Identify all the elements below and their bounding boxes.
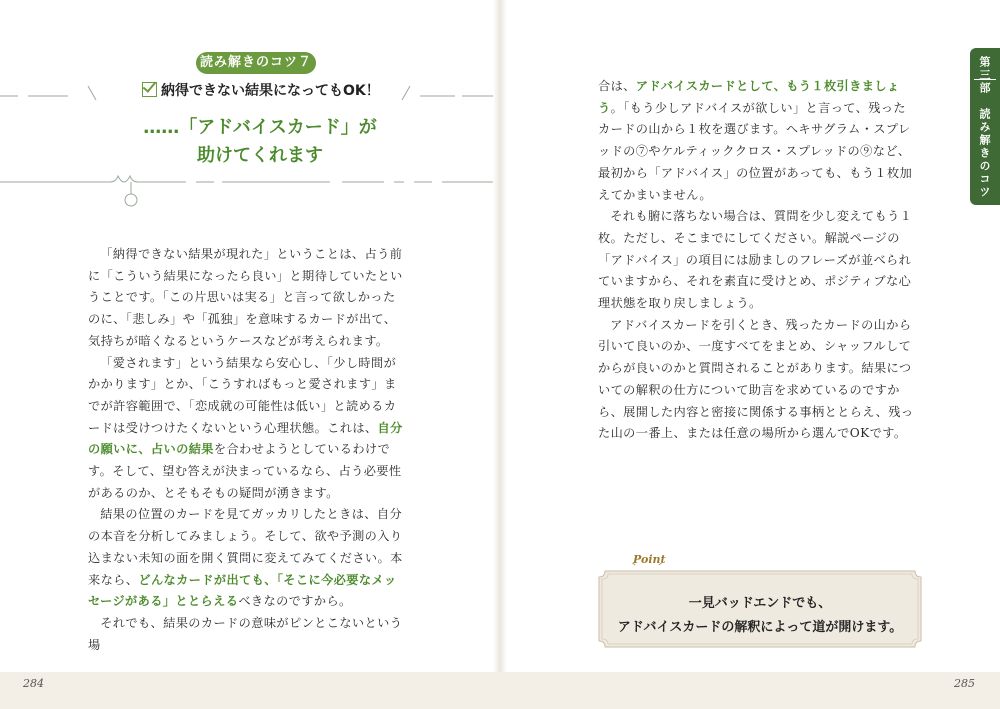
right-body-text [598, 76, 916, 445]
body-paragraph: 「納得できない結果が現れた」ということは、占う前に「こういう結果になったら良い」と期待していたということです。「この片思いは実る」と言って欲しかったのに、「悲しみ」や「孤独」を意味するカードが出て、気持ちが暗くなるというケースなどが考えられます。 [88, 247, 403, 348]
book-gutter [493, 0, 507, 709]
chapter-side-tab[interactable] [970, 48, 1000, 205]
checkpoint-line [142, 80, 380, 100]
body-paragraph: 合は、アドバイスカードとして、もう１枚引きましょう。「もう少しアドバイスが欲しい」と言って、残ったカードの山から１枚を選びます。ヘキサグラム・スプレッドの⑦やケルティッククロス・スプレッドの⑨など、最初から「アドバイス」の位置があっても、もう１枚加えてかまいません。 [598, 79, 913, 202]
highlight-text: どんなカードが出ても、「そこに今必要なメッセージがある」ととらえる [88, 572, 397, 609]
page-number-right: 285 [954, 677, 975, 690]
body-paragraph: それでも、結果のカードの意味がピンとこないという場 [88, 615, 403, 652]
point-label: Point [633, 553, 666, 566]
point-line-2: アドバイスカードの解釈によって道が開けます。 [617, 620, 903, 635]
headline [100, 114, 420, 170]
point-text [598, 592, 922, 640]
highlight-text: アドバイスカードとして、もう１枚引きましょう [598, 79, 900, 115]
body-paragraph: 結果の位置のカードを見てガッカリしたときは、自分の本音を分析してみましょう。そして、欲や予測の入り込まない未知の面を開く質問に変えてみてください。本来なら、どんなカードが出ても、「そこに今必要なメッセージがある」ととらえるべきなのですから。 [88, 507, 403, 609]
highlight-text: 自分の願いに、占いの結果 [88, 420, 403, 457]
point-line-1: 一見バッドエンドでも、 [688, 596, 832, 611]
section-tag: 読み解きのコツ７ [196, 52, 316, 74]
page-number-left: 284 [23, 677, 44, 690]
side-tab-divider [974, 79, 996, 80]
checkpoint-text: 納得できない結果になってもOK！ [161, 83, 380, 99]
bottom-margin [0, 672, 1000, 709]
checkbox-icon [142, 82, 157, 97]
left-body-text [88, 244, 408, 656]
headline-line-1: ……「アドバイスカード」が [143, 117, 377, 138]
body-paragraph: アドバイスカードを引くとき、残ったカードの山から引いて良いのか、一度すべてをまとめ、シャッフルしてからが良いのかと質問されることがあります。結果についての解釈の仕方について助言を求めているのですから、展開した内容と密接に関係する事柄ととらえ、残った山の一番上、または任意の場所から選んでOKです。 [598, 317, 914, 441]
headline-line-2: 助けてくれます [197, 145, 323, 166]
body-paragraph: それも腑に落ちない場合は、質問を少し変えてもう１枚。ただし、そこまでにしてください。解説ページの「アドバイス」の項目には励ましのフレーズが並べられていますから、それを素直に受けとめ、ポジティブな心理状態を取り戻しましょう。 [598, 209, 913, 311]
side-tab-label: 第三部 読み解きのコツ [978, 56, 991, 199]
body-paragraph: 「愛されます」という結果なら安心し、「少し時間がかかります」とか、「こうすればもっと愛されます」までが許容範囲で、「恋成就の可能性は低い」と読めるカードは受けつけたくないという心理状態。これは、自分の願いに、占いの結果を合わせようとしているわけです。そして、望む答えが決まっているなら、占う必要性があるのか、とそもそもの疑問が湧きます。 [88, 355, 403, 500]
